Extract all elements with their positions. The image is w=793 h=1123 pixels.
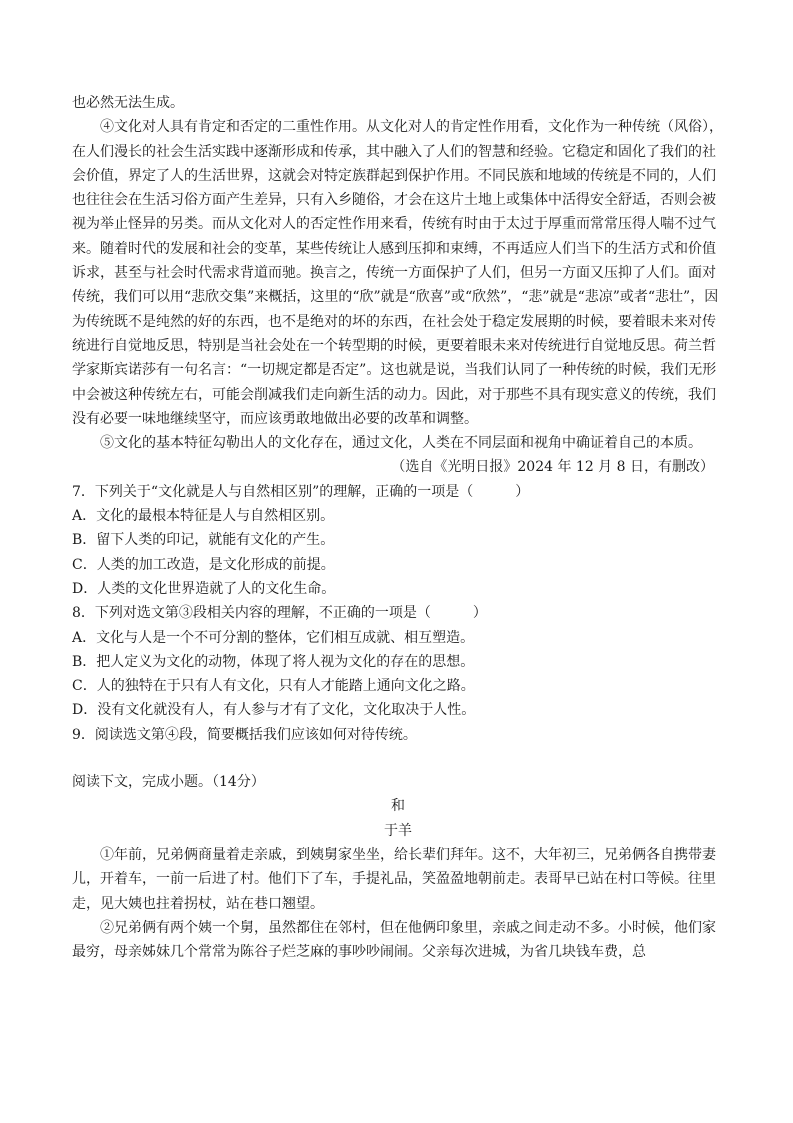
- paragraph-4: ④文化对人具有肯定和否定的二重性作用。从文化对人的肯定性作用看，文化作为一种传统（风俗），在人们漫长的社会生活实践中逐渐形成和传承，其中融入了人们的智慧和经验。它稳定和固化了我们的社会价值，界定了人的生活世界，这就会对特定族群起到保护作用。不同民族和地域的传统是不同的，人们也往往会在生活习俗方面产生差异，只有入乡随俗，才会在这片土地上或集体中活得安全舒适，否则会被视为举止怪异的另类。而从文化对人的否定性作用来看，传统有时由于太过于厚重而常常压得人喘不过气来。随着时代的发展和社会的变革，某些传统让人感到压抑和束缚，不再适应人们当下的生活方式和价值诉求，甚至与社会时代需求背道而驰。换言之，传统一方面保护了人们，但另一方面又压抑了人们。面对传统，我们可以用“悲欣交集”来概括，这里的“欣”就是“欣喜”或“欣然”，“悲”就是“悲凉”或者“悲壮”，因为传统既不是纯然的好的东西，也不是绝对的坏的东西，在社会处于稳定发展期的时候，要着眼未来对传统进行自觉地反思，特别是当社会处在一个转型期的时候，更要着眼未来对传统进行自觉地反思。荷兰哲学家斯宾诺莎有一句名言：“一切规定都是否定”。这也就是说，当我们认同了一种传统的时候，我们无形中会被这种传统左右，可能会削减我们走向新生活的动力。因此，对于那些不具有现实意义的传统，我们没有必要一味地继续坚守，而应该勇敢地做出必要的改革和调整。: [72, 119, 723, 427]
- option-a: A．文化的最根本特征是人与自然相区别。: [72, 508, 335, 525]
- story-paragraph-1: ①年前，兄弟俩商量着走亲戚，到姨舅家坐坐，给长辈们拜年。这不，大年初三，兄弟俩各自携带妻儿，开着车，一前一后进了村。他们下了车，手提礼品，笑盈盈地朝前走。表哥早已站在村口等候。往里走，见大姨也拄着拐杖，站在巷口翘望。: [72, 846, 716, 912]
- option-b: B．把人定义为文化的动物，体现了将人视为文化的存在的思想。: [72, 653, 475, 670]
- question-7: [72, 480, 724, 601]
- paragraph-5: ⑤文化的基本特征勾勒出人的文化存在，通过文化，人类在不同层面和视角中确证着自己的本质。: [100, 435, 702, 452]
- page-content: [72, 91, 724, 964]
- option-d: D．人类的文化世界造就了人的文化生命。: [72, 580, 336, 597]
- question-stem: 8．下列对选文第③段相关内容的理解，不正确的一项是（ ）: [72, 605, 487, 622]
- question-stem: 9．阅读选文第④段，简要概括我们应该如何对待传统。: [72, 726, 417, 743]
- option-c: C．人的独特在于只有人有文化，只有人才能踏上通向文化之路。: [72, 678, 475, 695]
- option-c: C．人类的加工改造，是文化形成的前提。: [72, 556, 335, 573]
- question-9: [72, 723, 724, 747]
- passage-continuation: 也必然无法生成。: [72, 95, 184, 111]
- option-a: A．文化与人是一个不可分割的整体，它们相互成就、相互塑造。: [72, 629, 475, 646]
- source-citation: （选自《光明日报》2024 年 12 月 8 日，有删改）: [391, 459, 714, 476]
- reading-instruction: 阅读下文，完成小题。（14分）: [72, 774, 265, 791]
- option-b: B．留下人类的印记，就能有文化的产生。: [72, 532, 335, 549]
- story-paragraph-2: ②兄弟俩有两个姨一个舅，虽然都住在邻村，但在他俩印象里，亲戚之间走动不多。小时候，他们家最穷，母亲姊妹几个常常为陈谷子烂芝麻的事吵吵闹闹。父亲每次进城，为省几块钱车费，总: [72, 919, 716, 961]
- story-author: 于羊: [384, 822, 412, 839]
- section-gap: [72, 747, 724, 770]
- story-title: 和: [391, 798, 405, 815]
- question-8: [72, 601, 724, 722]
- option-d: D．没有文化就没有人，有人参与才有了文化，文化取决于人性。: [72, 702, 476, 719]
- question-stem: 7．下列关于“文化就是人与自然相区别”的理解，正确的一项是（ ）: [72, 483, 530, 500]
